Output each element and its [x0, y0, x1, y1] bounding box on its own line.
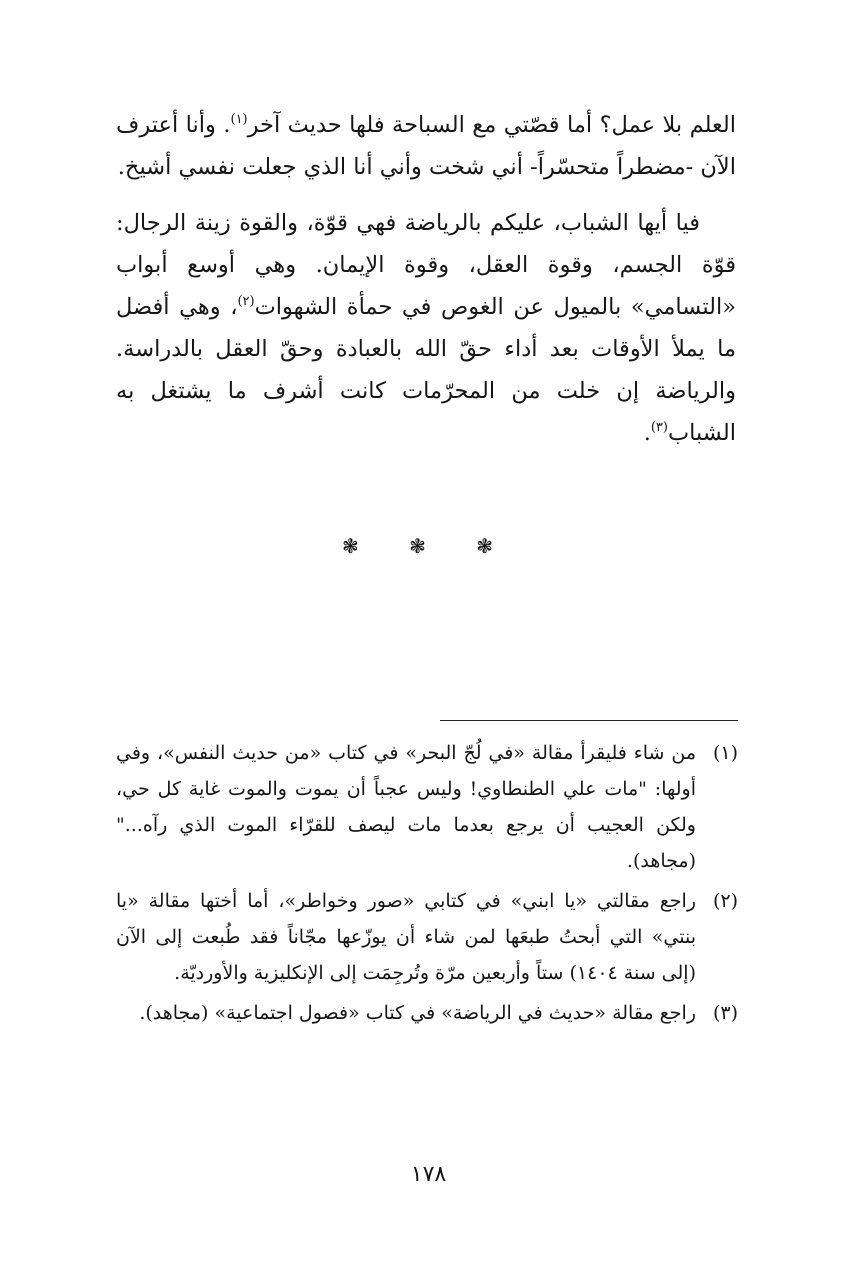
- footnote-ref-3[interactable]: (٣): [650, 420, 668, 435]
- footnote-divider: [440, 720, 738, 721]
- paragraph-2-text-a: فيا أيها الشباب، عليكم بالرياضة فهي قوّة، والقوة زينة الرجال: قوّة الجسم، وقوة العقل، وقوة الإيمان. وهي أوسع أبواب «التسامي» بالميول عن الغوص في حمأة الشهوات: [116, 210, 736, 320]
- paragraph-2-text-b: ، وهي أفضل ما يملأ الأوقات بعد أداء حقّ الله بالعبادة وحقّ العقل بالدراسة. والرياضة إن خلت من المحرّمات كانت أشرف ما يشتغل به الشباب: [116, 294, 736, 446]
- footnote-number: (٣): [712, 1002, 738, 1024]
- section-separator: ❃ ❃ ❃: [342, 534, 515, 558]
- paragraph-1-text-b: . وأنا أعترف الآن -مضطراً متحسّراً- أني شخت وأني أنا الذي جعلت نفسي أشيخ.: [116, 112, 736, 180]
- paragraph-1: [116, 104, 736, 188]
- footnote-number: (٢): [712, 890, 738, 912]
- footnote-text: راجع مقالة «حديث في الرياضة» في كتاب «فصول اجتماعية» (مجاهد).: [139, 1002, 696, 1024]
- footnote-text: من شاء فليقرأ مقالة «في لُجّ البحر» في كتاب «من حديث النفس»، وفي أولها: "مات علي الطنطاوي! وليس عجباً أن يموت والموت غاية كل حي، ولكن العجيب أن يرجع بعدما مات ليصف للقرّاء الموت الذي رآه..." (مجاهد).: [116, 742, 696, 872]
- footnote-3: [116, 995, 738, 1031]
- main-text: [116, 104, 736, 454]
- footnote-1: [116, 735, 738, 879]
- footnote-text: راجع مقالتي «يا ابني» في كتابي «صور وخواطر»، أما أختها مقالة «يا بنتي» التي أبحتُ طبعَها لمن شاء أن يوزّعها مجّاناً فقد طُبعت إلى الآن (إلى سنة ١٤٠٤) ستاً وأربعين مرّة وتُرجِمَت إلى الإنكليزية والأورديّة.: [116, 890, 696, 984]
- footnote-number: (١): [712, 742, 738, 764]
- footnote-ref-1[interactable]: (١): [230, 112, 248, 127]
- footnote-2: [116, 883, 738, 991]
- footnote-ref-2[interactable]: (٢): [237, 294, 255, 309]
- paragraph-1-text-a: العلم بلا عمل؟ أما قصّتي مع السباحة فلها حديث آخر: [247, 112, 736, 138]
- paragraph-2-text-c: .: [643, 420, 651, 446]
- page-number: ١٧٨: [410, 1162, 447, 1187]
- footnotes-list: [116, 735, 738, 1035]
- paragraph-2: [116, 202, 736, 454]
